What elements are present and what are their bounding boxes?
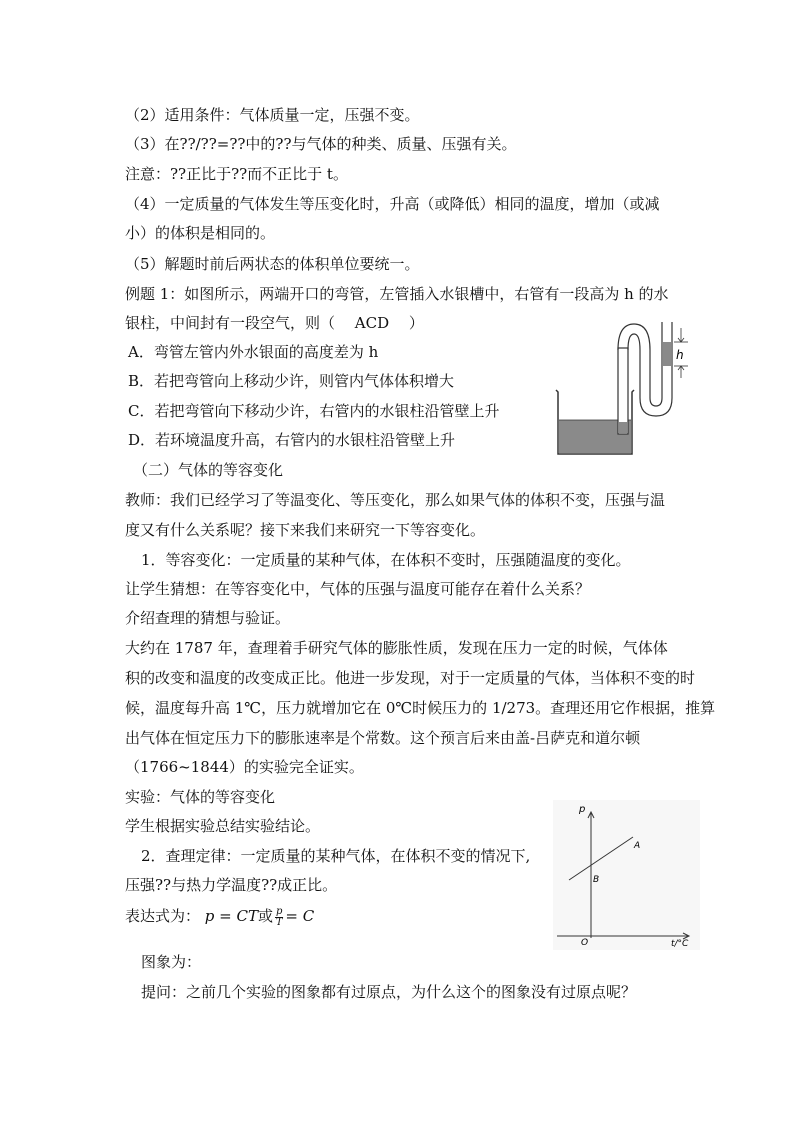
graph-label: 图象为： xyxy=(141,953,202,971)
example-1-stem-line-1: 例题 1：如图所示，两端开口的弯管，左管插入水银槽中，右管有一段高为 h 的水 xyxy=(125,285,669,303)
example-1-stem-line-2: 银柱，中间封有一段空气，则（ ACD ） xyxy=(125,314,424,332)
charles-intro: 介绍查理的猜想与验证。 xyxy=(125,609,291,627)
fraction-numerator: p xyxy=(276,905,283,917)
point-b-label: B xyxy=(593,875,600,885)
section-heading-isochoric: （二）气体的等容变化 xyxy=(133,461,284,479)
x-axis-label: t/°C xyxy=(671,939,689,949)
charles-law-line-1: 2．查理定律：一定质量的某种气体，在体积不变的情况下, xyxy=(141,847,531,865)
paragraph-applicable-condition: （2）适用条件：气体质量一定，压强不变。 xyxy=(125,106,420,124)
expression-fraction xyxy=(275,907,283,928)
point-a-label: A xyxy=(634,841,641,851)
teacher-line-2: 度又有什么关系呢？接下来我们来研究一下等容变化。 xyxy=(125,521,486,539)
experiment-heading: 实验：气体的等容变化 xyxy=(125,788,276,806)
history-line-3: 候，温度每升高 1℃，压力就增加它在 0℃时候压力的 1/273。查理还用它作根据，推算 xyxy=(125,699,716,717)
history-line-2: 积的改变和温度的改变成正比。他进一步发现，对于一定质量的气体，当体积不变的时 xyxy=(125,669,696,687)
fraction-denominator: T xyxy=(275,916,283,928)
experiment-summary: 学生根据实验总结实验结论。 xyxy=(125,817,321,835)
origin-label: O xyxy=(581,938,589,948)
paragraph-constant-dependence: （3）在??/??=??中的??与气体的种类、质量、压强有关。 xyxy=(125,135,517,153)
expression xyxy=(125,906,314,928)
example-1-option-c: C．若把弯管向下移动少许，右管内的水银柱沿管壁上升 xyxy=(128,402,500,420)
expression-formula-1: p = CT xyxy=(204,907,258,925)
history-line-5: （1766~1844）的实验完全证实。 xyxy=(125,758,364,776)
history-line-4: 出气体在恒定压力下的膨胀速率是个常数。这个预言后来由盖-吕萨克和道尔顿 xyxy=(125,729,641,747)
paragraph-note: 注意：??正比于??而不正比于 t。 xyxy=(125,165,348,183)
example-1-option-d: D．若环境温度升高，右管内的水银柱沿管壁上升 xyxy=(128,431,456,449)
expression-label: 表达式为： xyxy=(125,907,201,925)
example-1-option-b: B．若把弯管向上移动少许，则管内气体体积增大 xyxy=(128,372,455,390)
left-tube xyxy=(618,348,628,434)
expression-or: 或 xyxy=(258,907,274,925)
h-label: h xyxy=(676,348,684,362)
definition-isochoric: 1．等容变化：一定质量的某种气体，在体积不变时，压强随温度的变化。 xyxy=(141,551,631,569)
paragraph-unit-consistency: （5）解题时前后两状态的体积单位要统一。 xyxy=(125,255,420,273)
teacher-line-1: 教师：我们已经学习了等温变化、等压变化，那么如果气体的体积不变，压强与温 xyxy=(125,491,666,509)
right-tube-mercury-column xyxy=(663,342,671,366)
example-1-option-a: A．弯管左管内外水银面的高度差为 h xyxy=(128,343,379,361)
paragraph-equal-volume-increase-2: 小）的体积是相同的。 xyxy=(125,224,276,242)
left-tube-mercury xyxy=(619,422,627,433)
charles-law-line-2: 压强??与热力学温度??成正比。 xyxy=(125,876,338,894)
history-line-1: 大约在 1787 年，查理着手研究气体的膨胀性质，发现在压力一定的时候，气体体 xyxy=(125,639,668,657)
bent-tube-figure xyxy=(548,318,698,458)
y-axis-label: p xyxy=(579,804,586,815)
question: 提问：之前几个实验的图象都有过原点，为什么这个的图象没有过原点呢？ xyxy=(141,983,637,1001)
student-guess: 让学生猜想：在等容变化中，气体的压强与温度可能存在着什么关系？ xyxy=(125,580,591,598)
expression-formula-2: = C xyxy=(285,907,315,925)
graph-background xyxy=(553,800,700,950)
pressure-temperature-graph xyxy=(553,800,700,950)
paragraph-equal-volume-increase-1: （4）一定质量的气体发生等压变化时，升高（或降低）相同的温度，增加（或减 xyxy=(125,195,660,213)
